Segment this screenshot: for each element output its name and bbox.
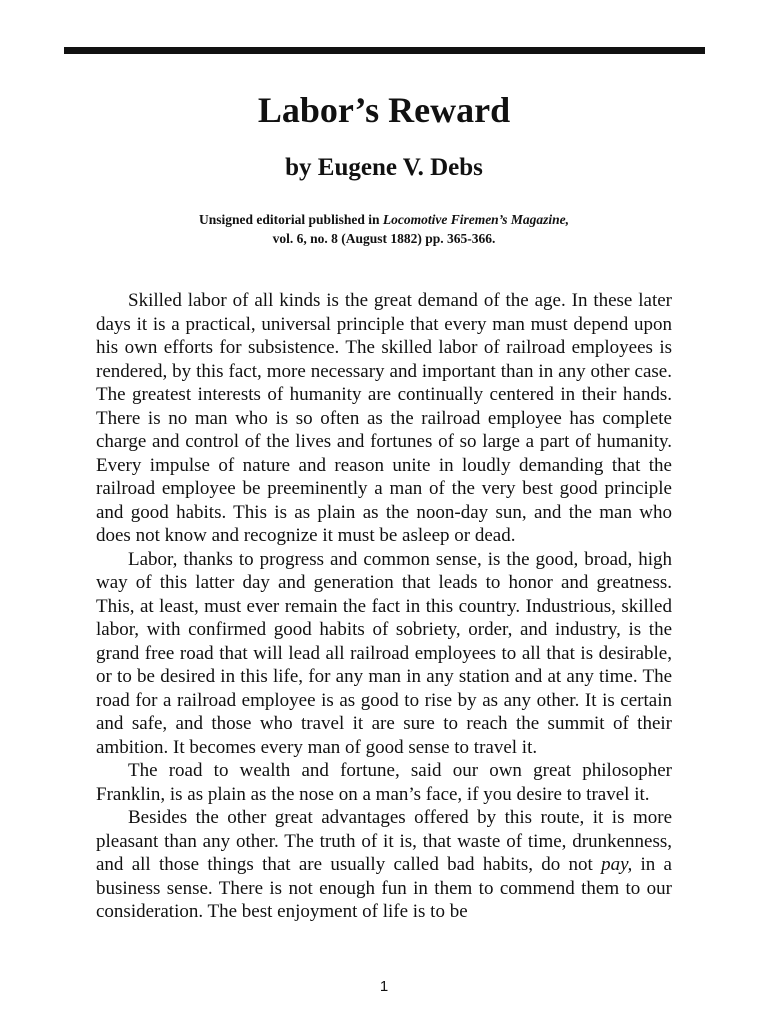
paragraph-1: Skilled labor of all kinds is the great demand of the age. In these later days it is a practical, universal principle that every man must depend upon his own efforts for subsistence. The skilled labor of railroad employees is rendered, by this fact, more necessary and important than in any other case. The greatest interests of humanity are continually centered in their hands. There is no man who is so often as the railroad employee has complete charge and control of the lives and fortunes of so large a part of humanity. Every impulse of nature and reason unite in loudly demanding that the railroad employee be preeminently a man of the very best good principle and good habits. This is as plain as the noon-day sun, and the man who does not know and recognize it must be asleep or dead. [96,290,672,546]
source-citation [0,210,768,248]
document-title: Labor’s Reward [257,90,511,130]
paragraph-4-before: Besides the other great advantages offered by this route, it is more pleasant than any other. The truth of it is, that waste of time, drunkenness, and all those things that are usually called bad habits, do not [96,807,672,875]
source-magazine: Locomotive Firemen’s Magazine, [382,212,569,227]
paragraph-4-after: in a business sense. There is not enough fun in them to commend them to our consideration. The best enjoyment of life is to be [96,854,672,922]
paragraph-4 [96,806,672,924]
source-line-1 [0,210,768,229]
page-number: 1 [379,978,389,995]
source-prefix: Unsigned editorial published in [199,212,383,227]
paragraph-3: The road to wealth and fortune, said our own great philosopher Franklin, is as plain as the nose on a man’s face, if you desire to travel it. [96,760,672,805]
top-rule [64,47,705,54]
article-body [96,289,672,924]
source-line-2: vol. 6, no. 8 (August 1882) pp. 365-366. [272,231,496,246]
paragraph-4-italic: pay, [601,854,633,875]
document-author: by Eugene V. Debs [285,154,483,181]
paragraph-2: Labor, thanks to progress and common sense, is the good, broad, high way of this latter day and generation that leads to honor and greatness. This, at least, must ever remain the fact in this country. Industrious, skilled labor, with confirmed good habits of sobriety, order, and industry, is the grand free road that will lead all railroad employees to all that is desirable, or to be desired in this life, for any man in any station and at any time. The road for a railroad employee is as good to rise by as any other. It is certain and safe, and those who travel it are sure to reach the summit of their ambition. It becomes every man of good sense to travel it. [96,548,672,758]
